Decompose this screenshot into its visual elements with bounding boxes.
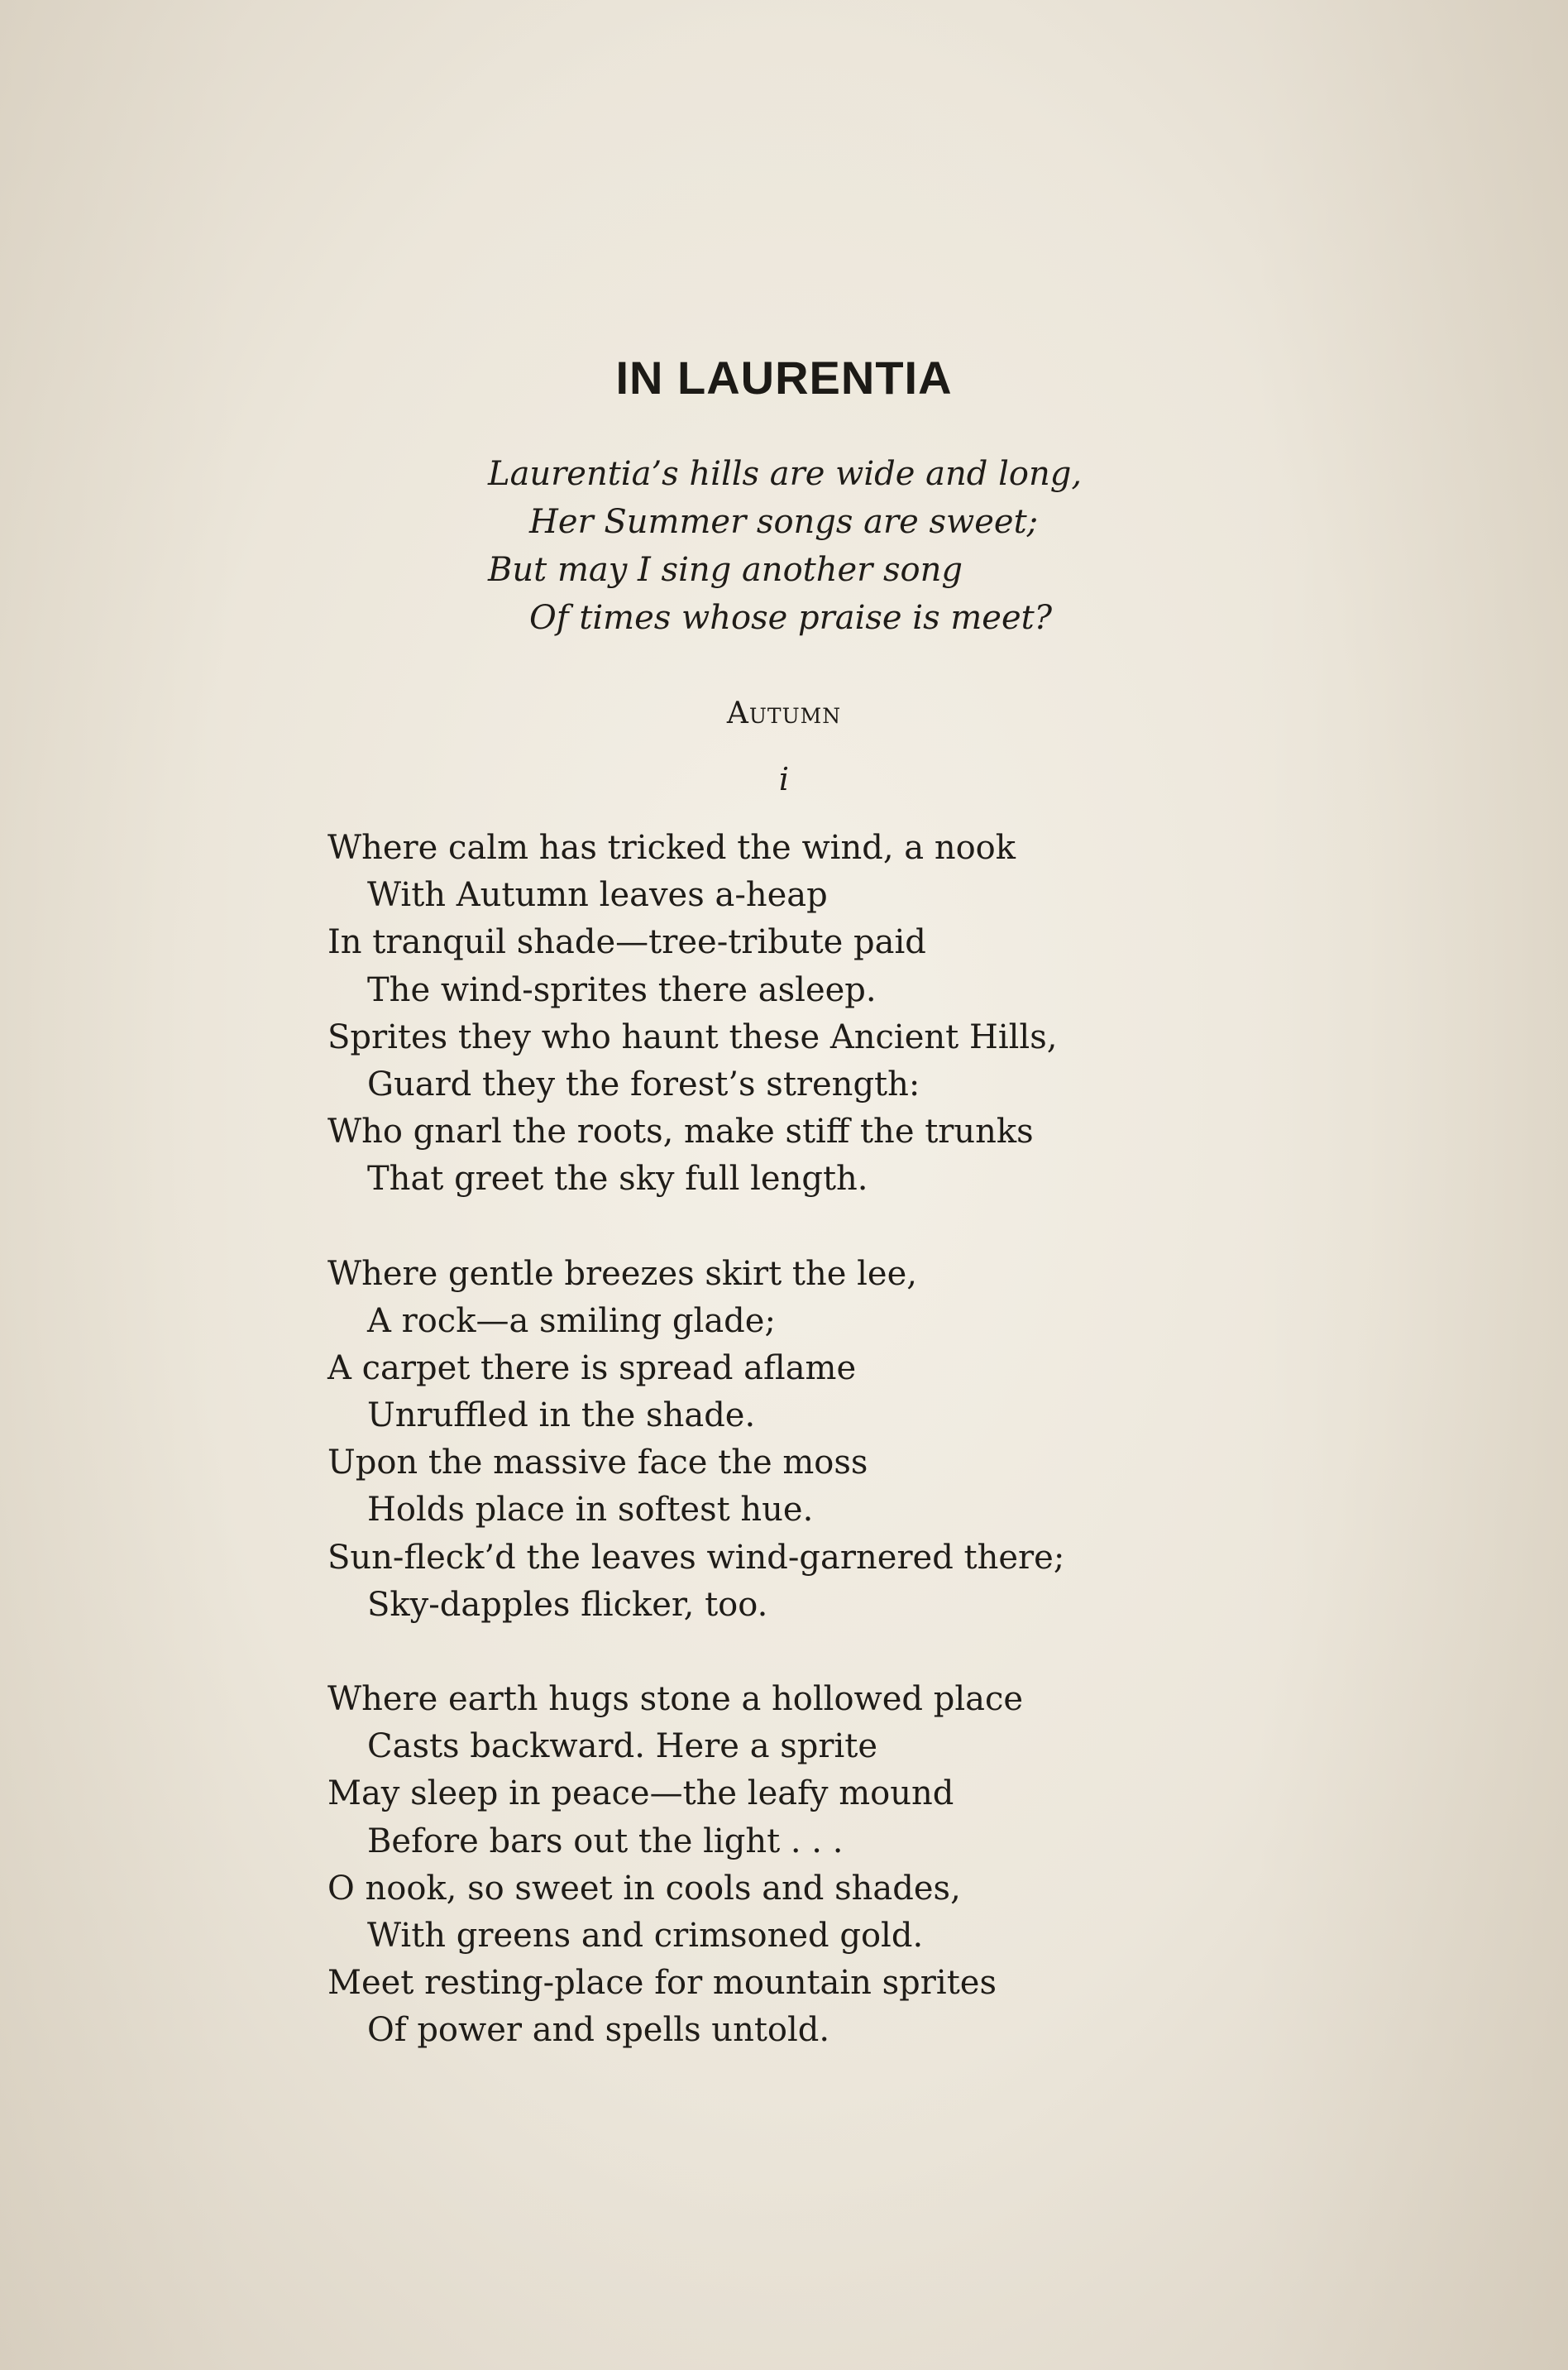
verse-line: Unruffled in the shade.: [367, 1396, 756, 1435]
poem-body: [327, 825, 1320, 2102]
section-title: Autumn: [726, 697, 842, 730]
stanza: [327, 1676, 1320, 2055]
verse-line: Where gentle breezes skirt the lee,: [327, 1254, 917, 1293]
epigraph-line: But may I sing another song: [488, 551, 963, 589]
poem-title: IN LAURENTIA: [615, 352, 953, 404]
verse-line: May sleep in peace—the leafy mound: [327, 1774, 954, 1813]
verse-line: That greet the sky full length.: [367, 1160, 868, 1199]
verse-line: Casts backward. Here a sprite: [367, 1727, 878, 1766]
stanza: [327, 825, 1320, 1204]
verse-line: Meet resting-place for mountain sprites: [327, 1964, 997, 2003]
verse-line: A carpet there is spread aflame: [327, 1348, 857, 1387]
verse-line: Of power and spells untold.: [367, 2011, 830, 2050]
section-numeral: i: [778, 761, 790, 797]
verse-line: The wind-sprites there asleep.: [367, 970, 877, 1009]
verse-line: O nook, so sweet in cools and shades,: [327, 1869, 961, 1908]
epigraph-line: Her Summer songs are sweet;: [529, 503, 1039, 541]
verse-line: Before bars out the light . . .: [367, 1822, 844, 1860]
verse-line: Guard they the forest’s strength:: [367, 1065, 920, 1104]
stanza: [327, 1251, 1320, 1630]
verse-line: Where earth hugs stone a hollowed place: [327, 1680, 1024, 1718]
epigraph-line: Laurentia’s hills are wide and long,: [488, 455, 1083, 493]
verse-line: A rock—a smiling glade;: [367, 1301, 776, 1340]
verse-line: Sun-fleck’d the leaves wind-garnered there;: [327, 1538, 1065, 1577]
verse-line: Sky-dapples flicker, too.: [367, 1585, 768, 1624]
verse-line: Upon the massive face the moss: [327, 1444, 868, 1482]
verse-line: Holds place in softest hue.: [367, 1491, 814, 1530]
verse-line: Who gnarl the roots, make stiff the trunks: [327, 1113, 1034, 1151]
verse-line: In tranquil shade—tree-tribute paid: [327, 923, 926, 962]
verse-line: Where calm has tricked the wind, a nook: [327, 829, 1016, 867]
verse-line: With Autumn leaves a-heap: [367, 876, 828, 915]
epigraph-line: Of times whose praise is meet?: [529, 599, 1053, 637]
verse-line: With greens and crimsoned gold.: [367, 1916, 924, 1955]
show-through-texture: [223, 207, 1216, 351]
verse-line: Sprites they who haunt these Ancient Hills,: [327, 1017, 1058, 1056]
